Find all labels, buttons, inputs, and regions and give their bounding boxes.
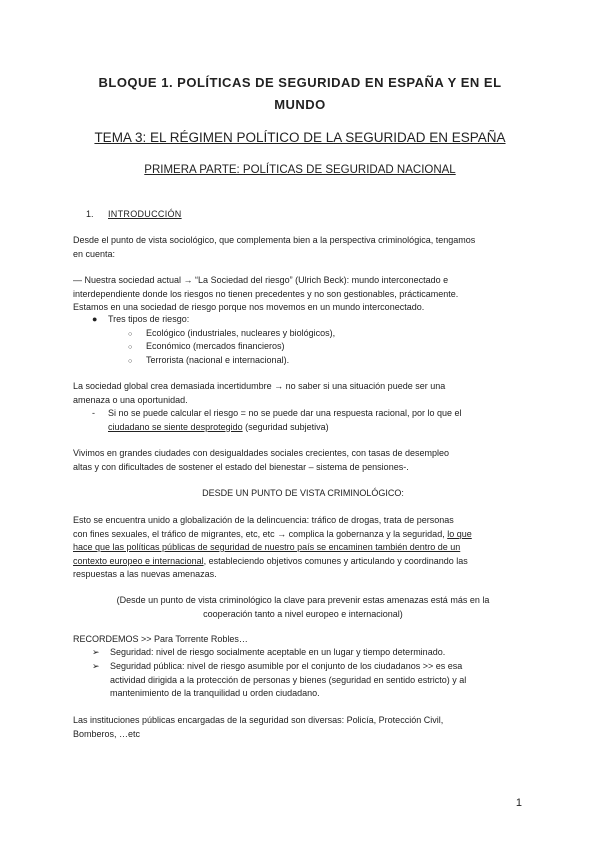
criminologico-note [73,594,533,621]
section-number: 1. [86,209,94,219]
bloque-title-line2: MUNDO [274,97,326,112]
intro-line2: en cuenta: [73,248,116,259]
recordemos-cont-line2: actividad dirigida a la protección de personas y bienes (seguridad en sentido estricto) y al [110,674,467,685]
tipos-bullet [92,313,189,327]
crim-line4-rest: , estableciendo objetivos comunes y articulando y coordinando las [203,555,468,566]
instituciones-line2: Bomberos, …etc [73,728,141,739]
recordemos-intro-text: RECORDEMOS >> Para Torrente Robles… [73,634,248,644]
dash-underlined: ciudadano se siente desprotegido [108,421,243,432]
global-paragraph [73,380,533,407]
recordemos-item-seguridad-publica [92,660,532,701]
crim-line3-underlined: hace que las políticas públicas de seguridad de nuestro país se encaminen también dentro de un [73,542,461,552]
dash-line1: Si no se puede calcular el riesgo = no se puede dar una respuesta racional, por lo que el [108,408,462,418]
filled-bullet-icon: ● [92,314,98,324]
crim-line2-underlined: lo que [447,528,472,539]
tipos-item-text: Terrorista (nacional e internacional). [146,355,290,365]
riesgo-line2: interdependiente donde los riesgos no tienen precedentes y no son gestionables, prácticamente. [73,288,459,299]
tipos-item-terrorista [128,354,289,369]
crim-line5: respuestas a las nuevas amenazas. [73,569,217,579]
recordemos-item-text: Seguridad pública: nivel de riesgo asumible por el conjunto de los ciudadanos >> es esa [110,661,463,671]
global-line1: La sociedad global crea demasiada incertidumbre → no saber si una situación puede ser una [73,381,446,391]
tema-title [60,130,540,145]
page-number: 1 [515,797,522,809]
bloque-title-line1: BLOQUE 1. POLÍTICAS DE SEGURIDAD EN ESPAÑA Y EN EL [98,75,502,90]
riesgo-line1: — Nuestra sociedad actual → “La Sociedad del riesgo” (Ulrich Beck): mundo interconectado e [73,275,449,285]
hollow-bullet-icon: ○ [128,331,133,338]
riesgo-line3: Estamos en una sociedad de riesgo porque nos movemos en un mundo interconectado. [73,302,425,312]
instituciones-line1: Las instituciones públicas encargadas de la seguridad son diversas: Policía, Protección Civil, [73,715,444,725]
arrow-bullet-icon: ➢ [92,661,100,671]
note-line2: cooperación tanto a nivel europeo e internacional) [203,608,403,619]
criminologico-heading [73,487,533,501]
global-line2: amenaza o una oportunidad. [73,394,188,405]
ciudades-line2: altas y con dificultades de sostener el estado del bienestar – sistema de pensiones-. [73,461,409,472]
dash-rest: (seguridad subjetiva) [242,421,329,432]
riesgo-paragraph [73,274,533,315]
ciudades-line1: Vivimos en grandes ciudades con desigualdades sociales crecientes, con tasas de desempleo [73,448,450,458]
global-dash-item [92,407,532,434]
recordemos-item-text: Seguridad: nivel de riesgo socialmente aceptable en un lugar y tiempo determinado. [110,647,446,657]
tema-title-text: TEMA 3: EL RÉGIMEN POLÍTICO DE LA SEGURIDAD EN ESPAÑA [94,130,506,145]
criminologico-paragraph [73,514,533,582]
instituciones-paragraph [73,714,533,741]
hollow-bullet-icon: ○ [128,358,133,365]
arrow-bullet-icon: ➢ [92,647,100,657]
intro-line1: Desde el punto de vista sociológico, que complementa bien a la perspectiva criminológica, tengamos [73,235,476,245]
section-title: INTRODUCCIÓN [108,209,182,219]
recordemos-item-seguridad [92,646,532,660]
ciudades-paragraph [73,447,533,474]
tipos-item-text: Ecológico (industriales, nucleares y biológicos), [146,328,336,338]
note-line1: (Desde un punto de vista criminológico la clave para prevenir estas amenazas está más en la [116,595,490,605]
hollow-bullet-icon: ○ [128,344,133,351]
criminologico-heading-text: DESDE UN PUNTO DE VISTA CRIMINOLÓGICO: [202,488,404,498]
tipos-item-text: Económico (mercados financieros) [146,341,285,351]
tipos-item-economico [128,340,285,355]
parte-title-text: PRIMERA PARTE: POLÍTICAS DE SEGURIDAD NACIONAL [144,164,456,176]
recordemos-intro [73,633,533,647]
intro-paragraph [73,234,533,261]
tipos-label: Tres tipos de riesgo: [108,314,190,324]
crim-line4-underlined: contexto europeo e internacional [73,555,204,566]
parte-title [60,164,540,176]
crim-line2a: con fines sexuales, el tráfico de migrantes, etc, etc → complica la gobernanza y la seguridad, [73,528,448,539]
crim-line1: Esto se encuentra unido a globalización de la delincuencia: tráfico de drogas, trata de personas [73,515,454,525]
section-heading [86,209,182,219]
bloque-title [60,72,540,116]
recordemos-cont-line3: mantenimiento de la tranquilidad u orden ciudadano. [110,688,320,698]
dash-bullet-icon: - [92,408,95,418]
